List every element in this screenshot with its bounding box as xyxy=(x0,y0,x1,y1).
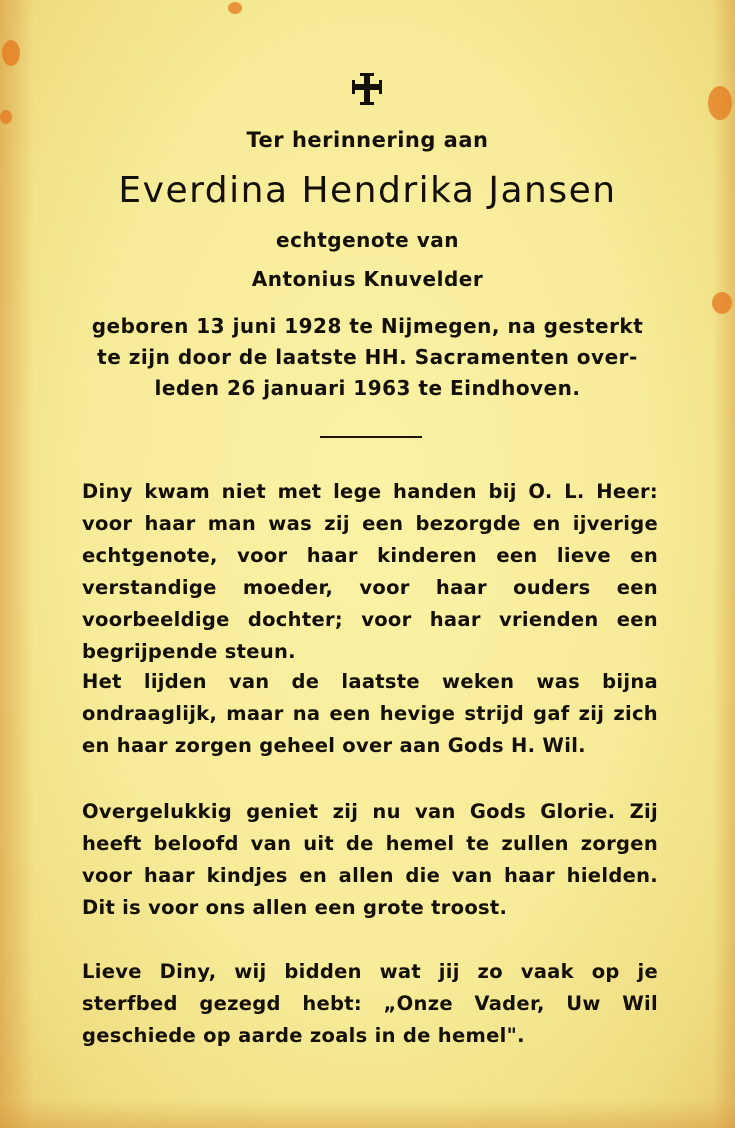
bio-line: te zijn door de laatste HH. Sacramenten over- xyxy=(97,345,638,369)
aged-edge-bottom xyxy=(0,1100,735,1128)
spouse-name: Antonius Knuvelder xyxy=(251,267,484,291)
deceased-name: Everdina Hendrika Jansen xyxy=(118,170,617,211)
bio-line: geboren 13 juni 1928 te Nijmegen, na gesterkt xyxy=(91,314,644,338)
tribute-paragraph: Lieve Diny, wij bidden wat jij zo vaak op je sterfbed gezegd hebt: „Onze Vader, Uw Wil geschiede op aarde zoals in de hemel". xyxy=(82,960,658,1047)
bio-line: leden 26 januari 1963 te Eindhoven. xyxy=(154,376,581,400)
tribute-paragraph: Overgelukkig geniet zij nu van Gods Glorie. Zij heeft beloofd van uit de hemel te zullen zorgen voor haar kindjes en allen die van haar hielden. Dit is voor ons allen een grote troost. xyxy=(82,800,658,919)
stain-spot xyxy=(712,292,732,314)
tribute-paragraph: Het lijden van de laatste weken was bijna ondraaglijk, maar na een hevige strijd gaf zij zich en haar zorgen geheel over aan Gods H. Wil. xyxy=(82,670,658,757)
stain-spot xyxy=(228,2,242,14)
cross-icon xyxy=(351,72,383,106)
stain-spot xyxy=(0,110,12,124)
tribute-paragraph: Diny kwam niet met lege handen bij O. L. Heer: voor haar man was zij een bezorgde en ijverige echtgenote, voor haar kinderen een lieve en verstandige moeder, voor haar ouders een voorbeeldige dochter; voor haar vrienden een begrijpende steun. xyxy=(82,480,658,663)
spouse-label: echtgenote van xyxy=(276,228,459,252)
stain-spot xyxy=(708,86,732,120)
stain-spot xyxy=(2,40,20,66)
intro-text: Ter herinnering aan xyxy=(246,128,489,152)
divider-rule xyxy=(320,436,422,438)
